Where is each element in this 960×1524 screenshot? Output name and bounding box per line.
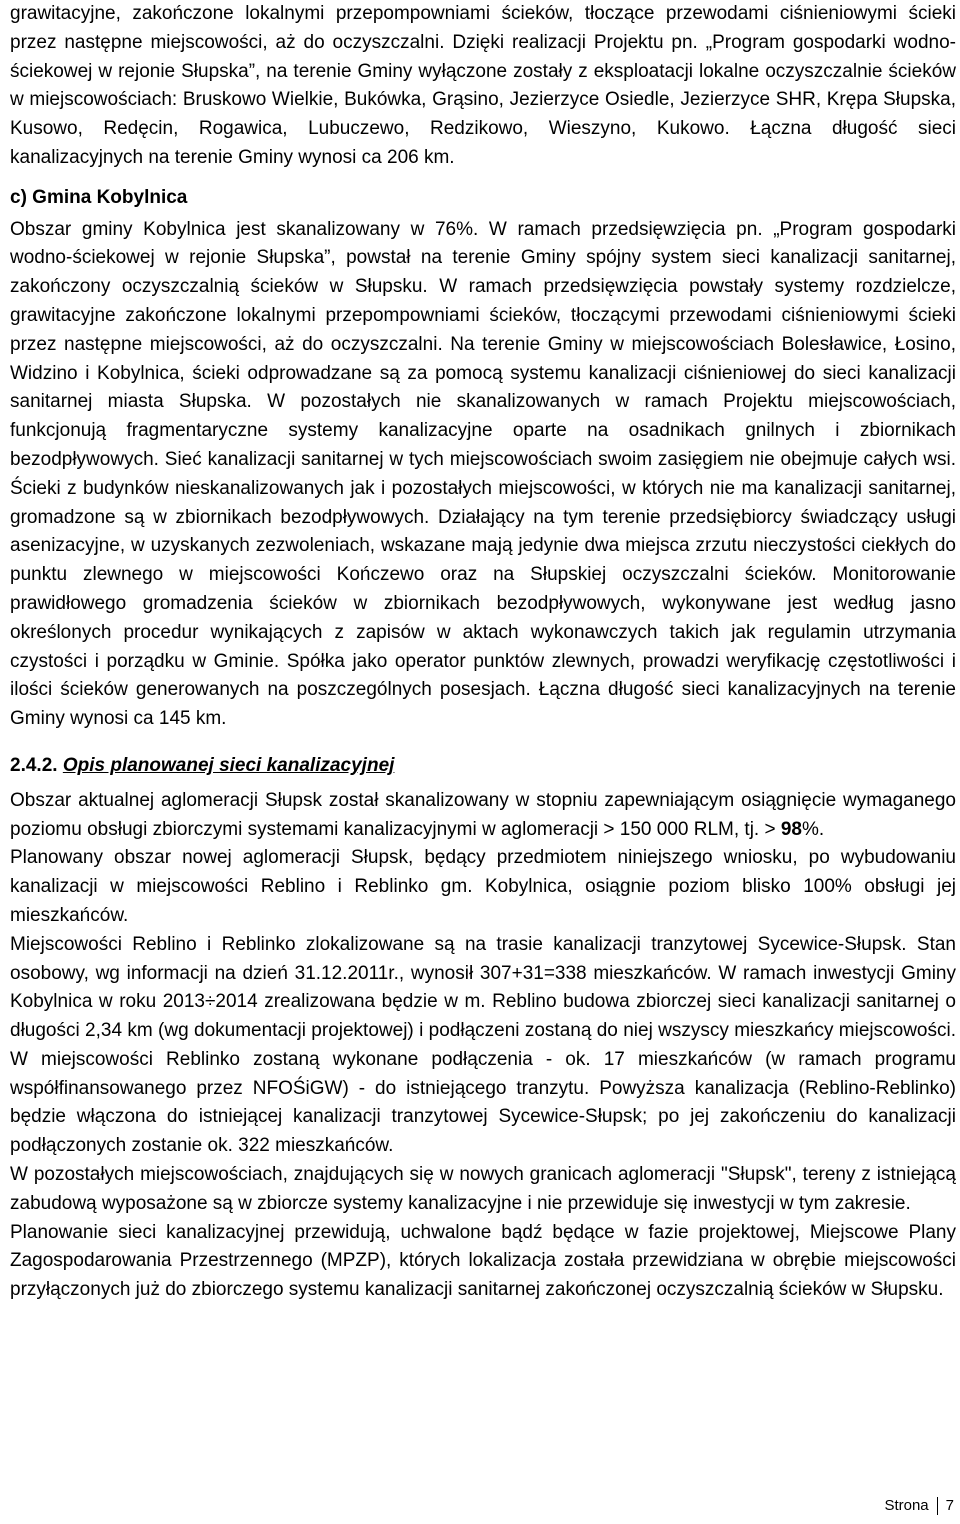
section-paragraph-2: Planowany obszar nowej aglomeracji Słupsk, będący przedmiotem niniejszego wniosku, po wybudowaniu kanalizacji w miejscowości Reblino i Reblinko gm. Kobylnica, osiągnie poziom blisko 100% obsługi jej mieszkańców.: [10, 847, 956, 926]
paragraph-1-suffix: %.: [802, 818, 825, 840]
section-heading-242: [10, 752, 956, 781]
section-paragraph-5: Planowanie sieci kanalizacyjnej przewidują, uchwalone bądź będące w fazie projektowej, Miejscowe Plany Zagospodarowania Przestrzennego (MPZP), których lokalizacja została przewidziana w obrębie miejscowości przyłączonych już do zbiorczego systemu kanalizacji sanitarnej zakończonej oczyszczalnią ścieków w Słupsku.: [10, 1221, 956, 1301]
section-paragraph-4: W pozostałych miejscowościach, znajdujących się w nowych granicach aglomeracji "Słupsk", tereny z istniejącą zabudową wyposażone są w zbiorcze systemy kanalizacyjne i nie przewiduje się inwestycji w tym zakresie.: [10, 1164, 956, 1214]
section-paragraph-3: Miejscowości Reblino i Reblinko zlokalizowane są na trasie kanalizacji tranzytowej Sycewice-Słupsk. Stan osobowy, wg informacji na dzień 31.12.2011r., wynosił 307+31=338 mieszkańców. W ramach inwestycji Gminy Kobylnica w roku 2013÷2014 zrealizowana będzie w m. Reblino budowa zbiorczej sieci kanalizacji sanitarnej o długości 2,34 km (wg dokumentacji projektowej) i podłączeni zostaną do niej wszyscy mieszkańcy miejscowości. W miejscowości Reblinko zostaną wykonane podłączenia - ok. 17 mieszkańców (w ramach programu współfinansowanego przez NFOŚiGW) - do istniejącego tranzytu. Powyższa kanalizacja (Reblino-Reblinko) będzie włączona do istniejącej kanalizacji tranzytowej Sycewice-Słupsk; po jej zakończeniu do kanalizacji podłączonych zostanie ok. 322 mieszkańców.: [10, 933, 956, 1157]
section-paragraph-1: [10, 787, 956, 845]
section-number: 2.4.2.: [10, 754, 58, 776]
subsection-heading-kobylnica: c) Gmina Kobylnica: [10, 186, 188, 208]
page-footer: [884, 1496, 954, 1516]
intro-paragraph: grawitacyjne, zakończone lokalnymi przepompowniami ścieków, tłoczące przewodami ciśnieniowymi ścieki przez następne miejscowości, aż do oczyszczalni. Dzięki realizacji Projektu pn. „Program gospodarki wodno-ściekowej w rejonie Słupska”, na terenie Gminy wyłączone zostały z eksploatacji lokalne oczyszczalnie ścieków w miejscowościach: Bruskowo Wielkie, Bukówka, Grąsino, Jezierzyce Osiedle, Jezierzyce SHR, Krępa Słupska, Kusowo, Redęcin, Rogawica, Lubuczewo, Redzikowo, Wieszyno, Kukowo. Łączna długość sieci kanalizacyjnych na terenie Gminy wynosi ca 206 km.: [10, 3, 956, 168]
section-title: Opis planowanej sieci kanalizacyjnej: [62, 754, 395, 776]
page-label: Strona: [884, 1497, 929, 1514]
document-page: [10, 0, 956, 1305]
kobylnica-paragraph: Obszar gminy Kobylnica jest skanalizowany w 76%. W ramach przedsięwzięcia pn. „Program gospodarki wodno-ściekowej w rejonie Słupska”, powstał na terenie Gminy spójny system sieci kanalizacji sanitarnej, zakończony oczyszczalnią ścieków w Słupsku. W ramach przedsięwzięcia powstały systemy rozdzielcze, grawitacyjne zakończone lokalnymi przepompowniami ścieków, tłoczącymi przewodami ciśnieniowymi ścieki przez następne miejscowości, aż do oczyszczalni. Na terenie Gminy w miejscowościach Bolesławice, Łosino, Widzino i Kobylnica, ścieki odprowadzane są za pomocą systemu kanalizacji ciśnieniowej do sieci kanalizacji sanitarnej miasta Słupska. W pozostałych nie skanalizowanych w ramach Projektu miejscowościach, funkcjonują fragmentaryczne systemy kanalizacyjne oparte na osadnikach gnilnych i zbiornikach bezodpływowych. Sieć kanalizacji sanitarnej w tych miejscowościach swoim zasięgiem nie obejmuje całych wsi. Ścieki z budynków nieskanalizowanych jak i pozostałych miejscowości, w których nie ma kanalizacji sanitarnej, gromadzone są w zbiornikach bezodpływowych. Działający na tym terenie przedsiębiorcy świadczący usługi asenizacyjne, w uzyskanych zezwoleniach, wskazane mają jedynie dwa miejsca zrzutu nieczystości ciekłych do punktu zlewnego w miejscowości Kończewo oraz na Słupskiej oczyszczalni ścieków. Monitorowanie prawidłowego gromadzenia ścieków w zbiornikach bezodpływowych, wykonywane jest według jasno określonych procedur wynikających z zapisów w aktach wykonawczych takich jak regulamin utrzymania czystości i porządku w Gminie. Spółka jako operator punktów zlewnych, prowadzi weryfikację częstotliwości i ilości ścieków generowanych na poszczególnych posesjach. Łączna długość sieci kanalizacyjnych na terenie Gminy wynosi ca 145 km.: [10, 218, 956, 730]
paragraph-1-bold-value: 98: [780, 818, 802, 840]
page-number: 7: [945, 1497, 954, 1514]
footer-divider: [937, 1497, 938, 1515]
paragraph-1-text: Obszar aktualnej aglomeracji Słupsk został skanalizowany w stopniu zapewniającym osiągnięcie wymaganego poziomu obsługi zbiorczymi systemami kanalizacyjnymi w aglomeracji > 150 000 RLM, tj. >: [10, 789, 956, 840]
